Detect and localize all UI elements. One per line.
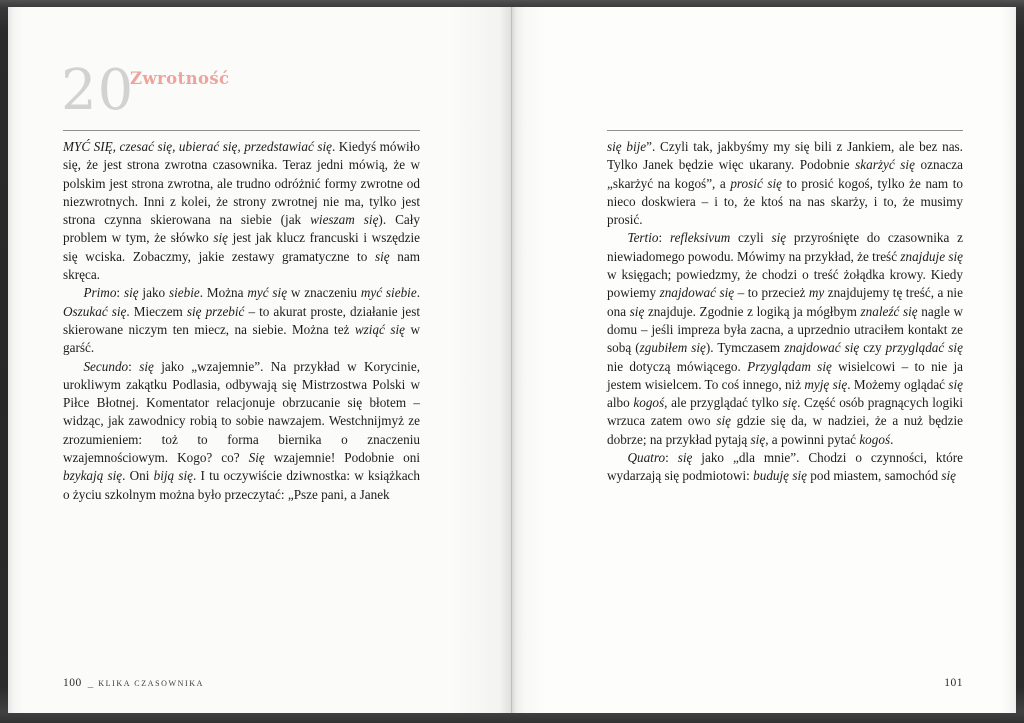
paragraph: Secundo: się jako „wzajemnie”. Na przykład w Korycinie, urokliwym zakątku Podlasia, odbywają się Mistrzostwa Polski w Piłce Błotnej. Komentator relacjonuje obrzucanie się błotem – widząc, jak zawodnicy robią to sobie nawzajem. Westchnijmyż ze zrozumieniem: toż to forma biernika o znaczeniu wzajemnościowym. Kogo? co? Się wzajemnie! Podobnie oni bzykają się. Oni biją się. I tu oczywiście dziwnostka: w książkach o życiu szkolnym można było przeczytać: „Psze pani, a Janek <box>63 358 420 502</box>
left-page-footer <box>63 677 204 689</box>
paragraph: Primo: się jako siebie. Można myć się w znaczeniu myć siebie. Oszukać się. Mieczem się przebić – to akurat proste, działanie jest skierowane niczym ten miecz, na siebie. Można też wziąć się w garść. <box>63 285 420 356</box>
chapter-title: Zwrotność <box>130 69 230 88</box>
paragraph: Tertio: refleksivum czyli się przyrośnięte do czasownika z niewiadomego powodu. Mówimy na przykład, że treść znajduje się w księgach; powiedzmy, że chodzi o treść żołądka krowy. Kiedy powiemy znajdować się – to przecież my znajdujemy tę treść, a nie ona się znajduje. Zgodnie z logiką ja mógłbym znaleźć się nagle w domu – jeśli impreza była zacna, a uprzednio utraciłem kontakt ze sobą (zgubiłem się). Tymczasem znajdować się czy przyglądać się nie dotyczą mówiącego. Przyglądam się wisielcowi – to nie ja jestem wisielcem. To coś innego, niż myję się. Możemy oglądać się albo kogoś, ale przyglądać tylko się. Część osób pragnących logiki wrzuca zatem owo się gdzie się da, w nadziei, że a nuż będzie dobrze; na przykład pytają się, a powinni pytać kogoś. <box>607 230 964 447</box>
right-page-rule <box>607 130 963 131</box>
paragraph: Quatro: się jako „dla mnie”. Chodzi o czynności, które wydarzają się podmiotowi: buduję się pod miastem, samochód się <box>607 450 964 484</box>
paragraph: MYĆ SIĘ, czesać się, ubierać się, przedstawiać się. Kiedyś mówiło się, że jest strona zwrotna czasownika. Teraz jedni mówią, że w polskim jest strona zwrotna, ale trudno odróżnić formy zwrotne od niezwrotnych. Inni z kolei, że strony zwrotnej nie ma, tylko jest strona czynna skierowana na siebie (jak wieszam się). Cały problem w tym, że słówko się jest jak klucz francuski i wszędzie się wciska. Zobaczmy, jakie zestawy gramatyczne to się nam skręca. <box>63 139 420 283</box>
footer-separator: _ <box>87 677 94 689</box>
paragraph: się bije”. Czyli tak, jakbyśmy my się bili z Jankiem, ale bez nas. Tylko Janek będzie więc ukarany. Podobnie skarżyć się oznacza „skarżyć na kogoś”, a prosić się to prosić kogoś, tylko że nam to nieco doskwiera – i to, że ktoś na nas skarży, i to, że musimy prosić. <box>607 139 963 228</box>
running-head-book-title: KLIKA CZASOWNIKA <box>98 679 205 688</box>
right-page <box>512 7 1016 713</box>
left-page-body <box>63 138 420 504</box>
chapter-number: 20 <box>61 58 135 123</box>
right-page-body <box>607 138 963 486</box>
left-page <box>8 7 512 713</box>
left-page-number: 100 <box>63 677 82 689</box>
left-page-rule <box>63 130 420 131</box>
right-page-number: 101 <box>944 677 963 689</box>
